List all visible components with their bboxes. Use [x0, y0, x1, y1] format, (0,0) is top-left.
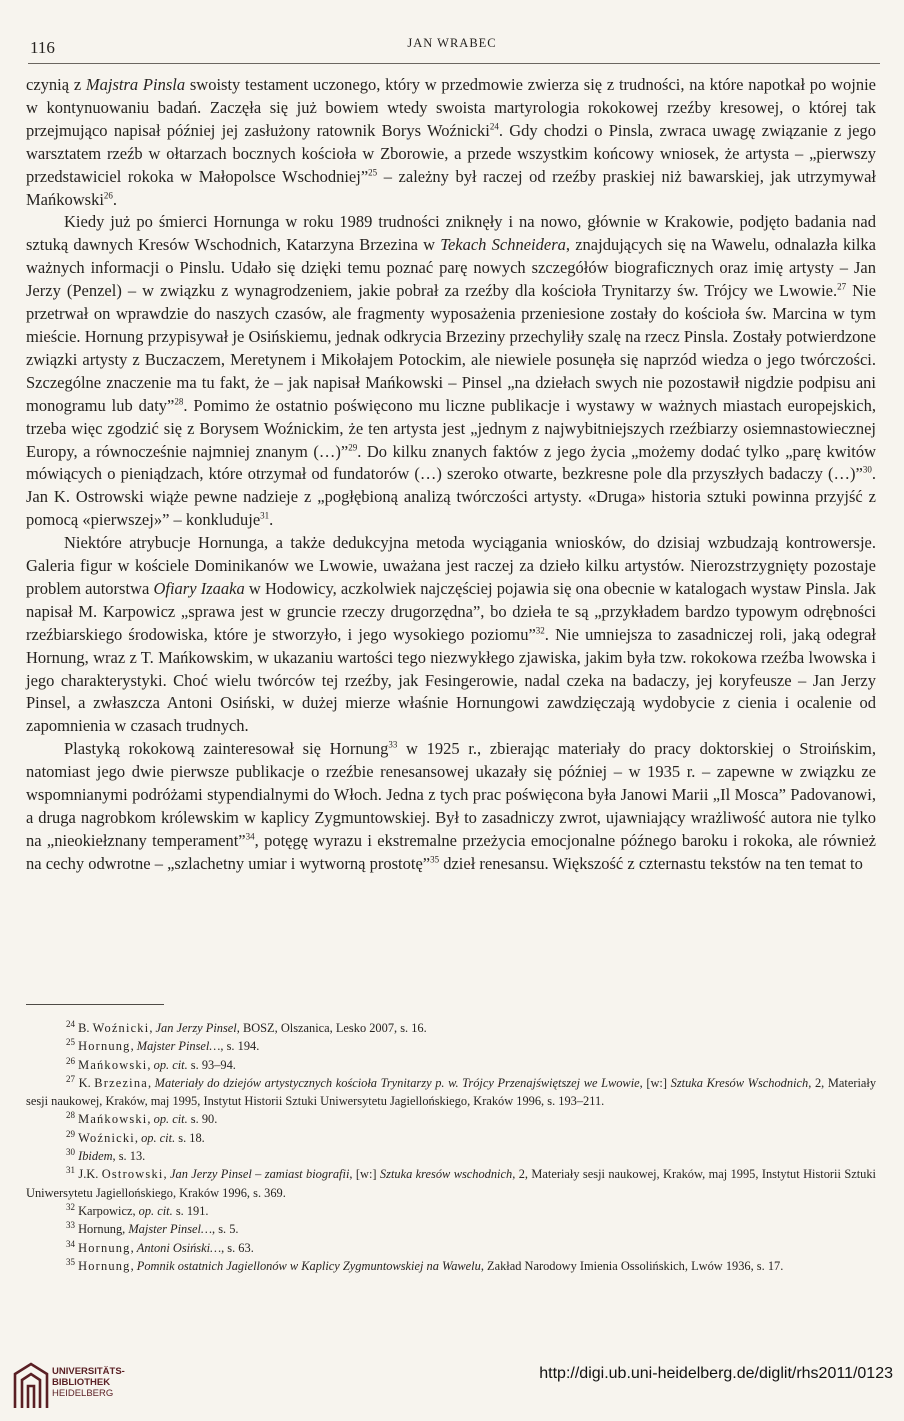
library-line: UNIVERSITÄTS-	[52, 1366, 125, 1377]
bottom-bar	[0, 1350, 904, 1421]
text-run: Nie przetrwał on wprawdzie do naszych czasów, ale fragmenty wyposażenia przeniesione zostały do kościoła św. Marcina w tym mieście. Hornung przypisywał je Osińskiemu, jednak odkrycia Brzeziny przechyliły szalę na rzecz Pinsla. Zostały potwierdzone związki artysty z Buczaczem, Meretynem i Mikołajem Potockim, ale niewiele posunęła się naprzód wiedza o jego twórczości. Szczególne znaczenie ma tu fakt, że – jak napisał Mańkowski – Pinsel „na dziełach swych nie pozostawił nigdzie podpisu ani monogramu lub daty”	[26, 281, 876, 415]
text-run: ,	[130, 1240, 137, 1255]
text-run: dzieł renesansu. Większość z czternastu tekstów na ten temat to	[439, 853, 863, 873]
paragraph	[26, 532, 876, 738]
italic-text: Majstra Pinsla	[85, 75, 186, 94]
footnote-ref: 25	[368, 167, 378, 178]
author-name: Woźnicki	[78, 1130, 135, 1145]
text-run: . Pomimo że ostatnio poświęcono mu liczne publikacje i wystawy w ważnych miastach europejskich, trzeba więc zgodzić się z Borysem Woźnickim, że ten artysta jest „jednym z najwybitniejszych rzeźbiarzy osiemnastowiecznej Europy, a równocześnie najmniej znanym (…)”	[26, 395, 876, 461]
text-run: . Gdy chodzi o Pinsla, zwraca uwagę związanie z jego warsztatem rzeźb w ołtarzach bocznych kościoła w Zborowie, a przede wszystkim końcowy wniosek, że artysta – „pierwszy przedstawiciel rokoka w Małopolsce Wschodniej”	[26, 120, 877, 186]
footnote-ref: 29	[66, 1128, 75, 1139]
footnote-ref: 27	[837, 281, 847, 292]
library-name	[52, 1366, 125, 1399]
text-run: ,	[147, 1112, 154, 1127]
footnote	[26, 1147, 876, 1165]
footnote-ref: 25	[66, 1037, 75, 1048]
author-name: Brzezina	[94, 1075, 148, 1090]
author-name: Mańkowski	[78, 1112, 148, 1127]
paragraph	[26, 738, 876, 875]
italic-text: Tekach Schneidera	[440, 235, 566, 255]
footnote	[26, 1202, 876, 1220]
text-run: czynią z	[26, 75, 86, 94]
footnote-ref: 30	[66, 1146, 75, 1157]
footnote-ref: 34	[245, 831, 255, 842]
text-run: K.	[75, 1075, 95, 1090]
paragraph	[26, 211, 876, 532]
footnote-ref: 29	[348, 442, 358, 452]
italic-text: Ibidem	[78, 1149, 113, 1164]
text-run: . Do kilku znanych faktów z jego życia „możemy dodać tylko „parę kwitów mówiących o pieniądzach, które otrzymał od fundatorów (…) szeroko otwarte, bezkresne pole dla przyszłych badaczy (…)”	[26, 441, 876, 484]
text-run: , Zakład Narodowy Imienia Ossolińskich, Lwów 1936, s. 17.	[480, 1258, 784, 1273]
italic-text: op. cit.	[138, 1203, 173, 1218]
italic-text: Materiały do dziejów artystycznych kościoła Trynitarzy p. w. Trójcy Przenajświętszej we Lwowie	[154, 1075, 640, 1090]
author-name: Hornung	[78, 1258, 131, 1273]
text-run: w Hodowicy, aczkolwiek najczęściej pojawia się ona obecnie w katalogach wystaw Pinsla. Jak napisał M. Karpowicz „sprawa jest w gruncie rzeczy drugorzędna”, bo dzieła te są „przykładem bardzo typowym odrębności rzeźbiarskiego środowiska, które je stworzyło, i jego wysokiego poziomu”	[26, 578, 876, 644]
footnote	[26, 1165, 876, 1202]
text-run: Kiedy już po śmierci Hornunga w roku 1989 trudności zniknęły i na nowo, głównie w Krakowie, podjęto badania nad sztuką dawnych Kresów Wschodnich, Katarzyna Brzezina w	[26, 212, 876, 255]
footnote-ref: 31	[66, 1165, 75, 1176]
text-run: swoisty testament uczonego, który w przedmowie zwierza się z trudności, na które napotkał po wojnie w kontynuowaniu badań. Zaczęła się już bowiem wtedy swoista martyrologia rokokowej rzeźby kresowej, o której tak przejmująco napisał później jej zasłużony ratownik Borys Woźnicki	[26, 75, 876, 140]
italic-text: Majster Pinsel…	[136, 1039, 221, 1054]
text-run: , s. 5.	[212, 1222, 239, 1237]
page-number: 116	[30, 38, 55, 57]
footnote-ref: 35	[430, 854, 440, 865]
italic-text: Jan Jerzy Pinsel – zamiast biografii	[170, 1167, 350, 1182]
footnotes	[26, 1019, 876, 1275]
italic-text: Sztuka kresów wschodnich	[379, 1167, 513, 1182]
text-run: ,	[130, 1258, 137, 1273]
footnote	[26, 1037, 876, 1055]
text-run: ,	[149, 1021, 156, 1035]
text-run: – zależny był raczej od rzeźby praskiej niż bawarskiej, jak utrzymywał Mańkowski	[26, 166, 876, 209]
running-head: JAN WRABEC	[407, 36, 497, 50]
author-name: Hornung	[78, 1240, 131, 1255]
footnote-ref: 27	[66, 1073, 75, 1084]
footnote	[26, 1110, 876, 1128]
footnote	[26, 1056, 876, 1074]
text-run: ,	[130, 1039, 137, 1054]
text-run: s. 191.	[172, 1203, 209, 1218]
footnote-ref: 28	[174, 396, 184, 407]
italic-text: Sztuka Kresów Wschodnich	[670, 1075, 809, 1090]
footnote-ref: 30	[862, 464, 872, 475]
text-run: Niektóre atrybucje Hornunga, a także dedukcyjna metoda wyciągania wniosków, do dzisiaj wzbudzają kontrowersje. Galeria figur w kościele Dominikanów we Lwowie, uważana jest raczej za dzieło kilku artystów. Nierozstrzygnięty pozostaje problem autorstwa	[26, 533, 876, 598]
header-rule	[28, 63, 880, 64]
footnote	[26, 1019, 876, 1037]
author-name: Hornung	[78, 1039, 131, 1054]
italic-text: op. cit.	[153, 1057, 188, 1072]
footnote-ref: 26	[66, 1055, 75, 1066]
text-run: ,	[147, 1075, 155, 1090]
source-url[interactable]: http://digi.ub.uni-heidelberg.de/diglit/rhs2011/0123	[539, 1365, 893, 1382]
footnote	[26, 1220, 876, 1238]
text-run: , znajdujących się na Wawelu, odnalazła kilka ważnych informacji o Pinslu. Udało się dzięki temu poznać parę nowych szczegółów biograficznych oraz imię artysty – Jan Jerzy (Penzel) – w związku z wynagrodzeniem, jakie pobrał za rzeźby dla kościoła Trynitarzy św. Trójcy we Lwowie.	[26, 235, 876, 301]
library-line: BIBLIOTHEK	[52, 1377, 111, 1388]
text-run: Plastyką rokokową zainteresował się Hornung	[64, 739, 389, 759]
footnote-ref: 33	[66, 1220, 75, 1231]
paragraph	[26, 74, 876, 211]
footnote-ref: 32	[535, 625, 545, 636]
author-name: Mańkowski	[78, 1057, 148, 1072]
italic-text: Antoni Osiński…	[136, 1240, 222, 1255]
text-run: J.K.	[75, 1167, 102, 1182]
author-name: Ostrowski	[101, 1167, 164, 1182]
footnote	[26, 1074, 876, 1111]
footnote-ref: 24	[66, 1018, 75, 1029]
text-run: , BOSZ, Olszanica, Lesko 2007, s. 16.	[236, 1021, 427, 1035]
text-run: , 2, Materiały sesji naukowej, Kraków, maj 1995, Instytut Historii Sztuki Uniwersytetu Jagiellońskiego, Kraków 1996, s. 369.	[26, 1167, 876, 1200]
text-run: .	[112, 189, 118, 209]
italic-text: op. cit.	[141, 1130, 176, 1145]
text-run: , potęgę wyrazu i ekstremalne przeżycia emocjonalne późnego baroku i rokoka, ale również na cechy odwrotne – „szlachetny umiar i wytworną prostotę”	[26, 830, 876, 873]
library-logo-icon	[11, 1362, 51, 1410]
text-run: , s. 13.	[112, 1149, 146, 1164]
italic-text: Jan Jerzy Pinsel	[155, 1021, 237, 1035]
footnote-ref: 31	[260, 510, 270, 521]
text-run: Hornung,	[75, 1222, 129, 1237]
text-run: . Jan K. Ostrowski wiąże pewne nadzieje z „pogłębioną analizą twórczości artysty. «Druga» historia sztuki powinna przyjść z pomocą «pierwszej»” – konkluduje	[26, 464, 876, 530]
library-line: HEIDELBERG	[52, 1388, 114, 1399]
footnote-ref: 35	[66, 1256, 75, 1267]
footnote-ref: 32	[66, 1201, 75, 1212]
text-run: B.	[75, 1021, 93, 1035]
text-run: , [w:]	[349, 1167, 380, 1182]
footnote	[26, 1129, 876, 1147]
italic-text: op. cit.	[153, 1112, 188, 1127]
footnote-ref: 34	[66, 1238, 75, 1249]
footnote-ref: 28	[66, 1110, 75, 1121]
text-run: ,	[134, 1130, 142, 1145]
italic-text: Majster Pinsel…	[128, 1222, 212, 1237]
text-run: , [w:]	[639, 1075, 671, 1090]
text-run: ,	[147, 1057, 154, 1072]
text-run: s. 93–94.	[187, 1057, 236, 1072]
italic-text: Ofiary Izaaka	[153, 578, 245, 598]
text-run: ,	[163, 1167, 170, 1182]
footnote-rule	[26, 1004, 164, 1005]
text-run: , s. 194.	[220, 1039, 260, 1054]
footnote	[26, 1257, 876, 1275]
footnote-ref: 24	[489, 121, 499, 132]
text-run: w 1925 r., zbierając materiały do pracy doktorskiej o Stroińskim, natomiast jego dwie pierwsze publikacje o rzeźbie renesansowej ukazały się później – w 1935 r. – zapewne w związku ze wspomnianymi podróżami stypendialnymi do Włoch. Jedna z tych prac poświęcona była Janowi Marii „Il Mosca” Padovanowi, a druga nagrobkom królewskim w kaplicy Zygmuntowskiej. Był to zasadniczy zwrot, ujawniający wrażliwość autora nie tylko na „nieokiełznany temperament”	[26, 739, 876, 850]
text-run: s. 90.	[187, 1112, 218, 1127]
text-run: .	[269, 510, 274, 530]
footnote-ref: 33	[388, 739, 398, 750]
text-run: s. 18.	[175, 1130, 205, 1145]
italic-text: Pomnik ostatnich Jagiellonów w Kaplicy Zygmuntowskiej na Wawelu	[136, 1258, 481, 1273]
text-run: Karpowicz,	[75, 1203, 139, 1218]
text-run: . Nie umniejsza to zasadniczej roli, jaką odegrał Hornung, wraz z T. Mańkowskim, w ukazaniu wartości tego niezwykłego zjawiska, jakim była tzw. rokokowa rzeźba lwowska i jego charakterystyki. Choć wielu twórców tej rzeźby, jak Fesingerowie, nadal czeka na badaczy, jej koryfeusze – Jan Jerzy Pinsel, a zwłaszcza Antoni Osiński, w dużej mierze właśnie Hornungowi zawdzięczają wydobycie z cienia i ocalenie od zapomnienia w czasach trudnych.	[26, 624, 877, 736]
body-text	[26, 74, 876, 876]
author-name: Woźnicki	[92, 1021, 150, 1035]
text-run: , s. 63.	[221, 1240, 254, 1255]
footnote	[26, 1239, 876, 1257]
footnote-ref: 26	[103, 190, 113, 201]
text-run: , 2, Materiały sesji naukowej, Kraków, maj 1995, Instytut Historii Sztuki Uniwersytetu Jagiellońskiego, Kraków 1996, s. 193–211.	[26, 1075, 877, 1109]
